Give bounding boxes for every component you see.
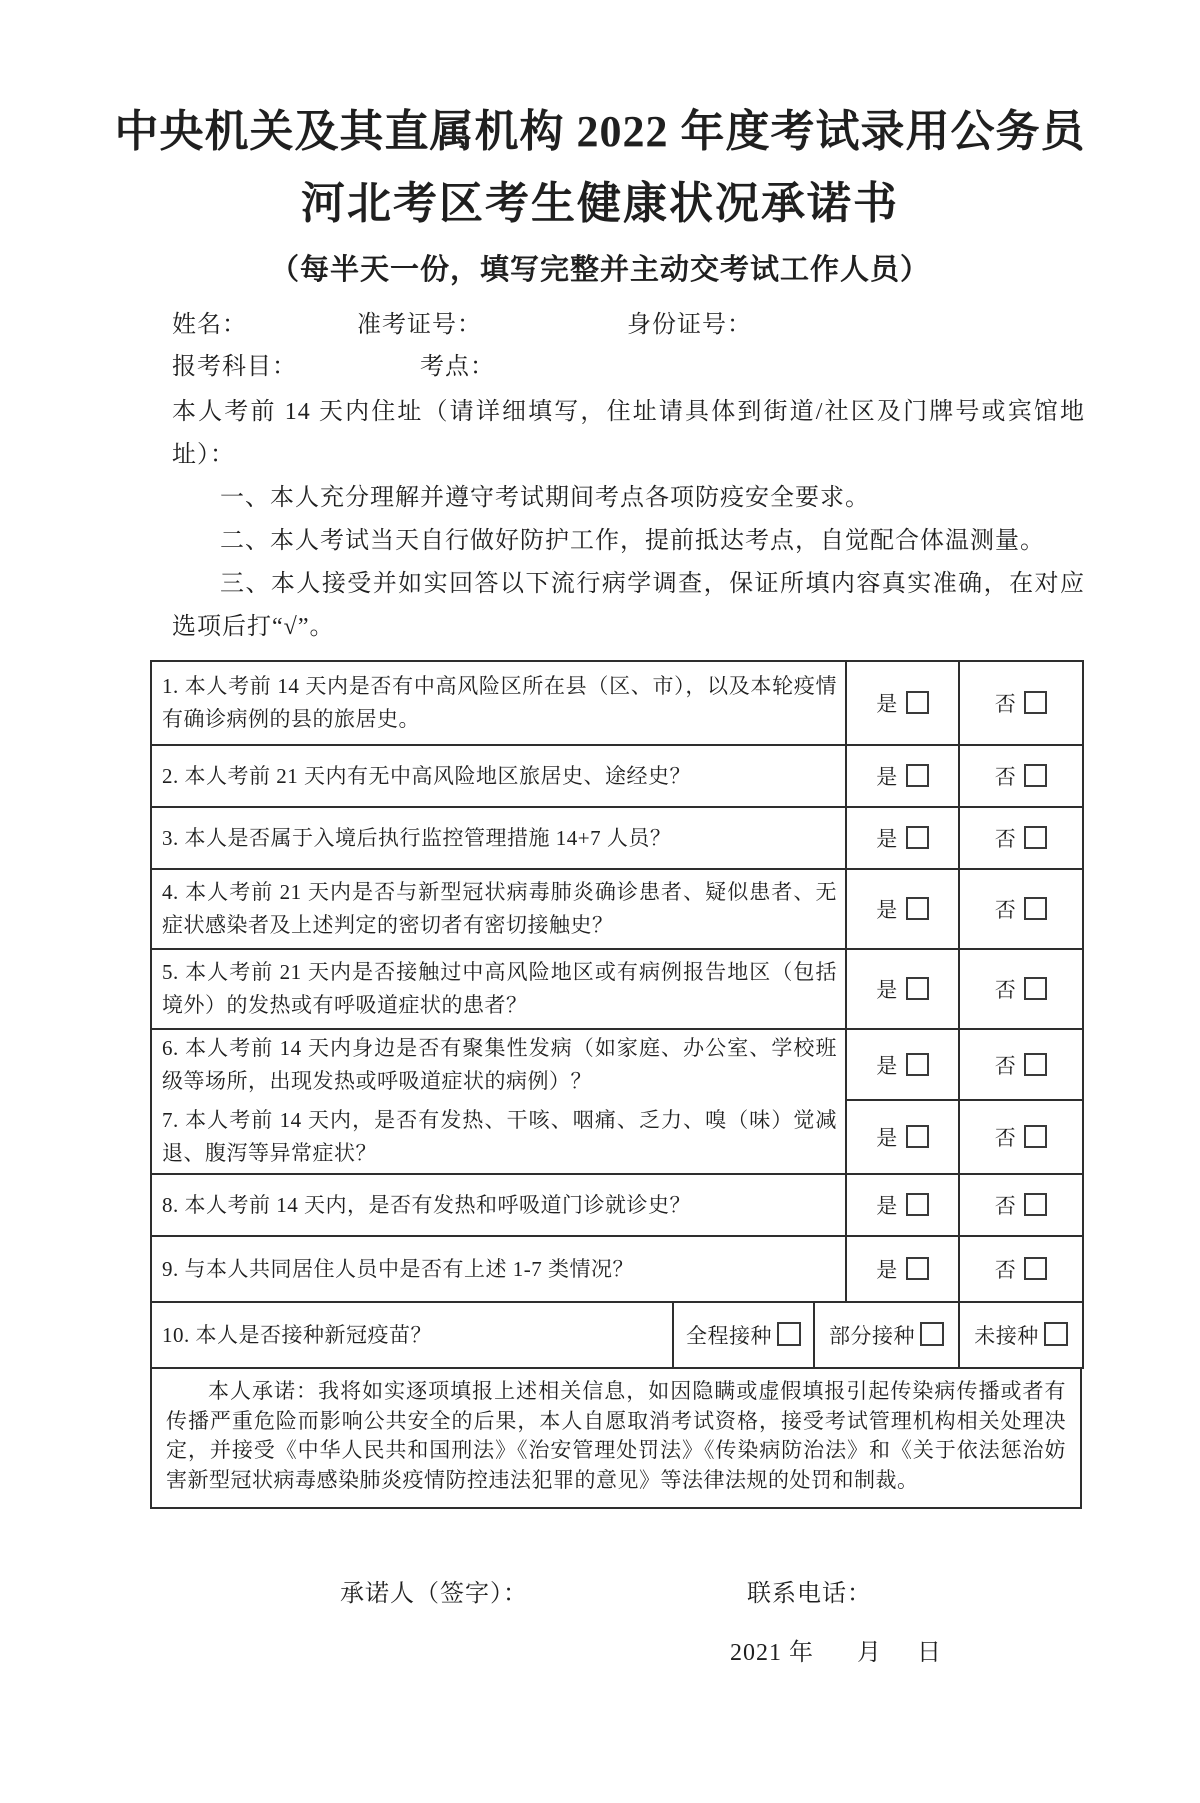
yes-checkbox[interactable] (906, 691, 929, 714)
survey-row-5 (151, 949, 1083, 1029)
commitment-table (150, 1367, 1082, 1509)
not-vaccinated-label: 未接种 (974, 1324, 1039, 1348)
name-field[interactable]: 姓名： (172, 312, 247, 338)
survey-row-6 (151, 1029, 1083, 1100)
epidemiology-survey (150, 660, 1082, 1509)
no-cell (959, 661, 1083, 745)
no-checkbox[interactable] (1024, 977, 1047, 1000)
vaccine-row-table (150, 1301, 1084, 1369)
no-checkbox[interactable] (1024, 1257, 1047, 1280)
question-text: 2. 本人考前 21 天内有无中高风险地区旅居史、途经史？ (151, 745, 846, 807)
survey-row-7 (151, 1100, 1083, 1174)
yes-checkbox[interactable] (906, 1125, 929, 1148)
no-checkbox[interactable] (1024, 1193, 1047, 1216)
no-cell (959, 1236, 1083, 1302)
fully-vaccinated-label: 全程接种 (686, 1324, 772, 1348)
date-day-label: 日 (917, 1640, 942, 1666)
fully-vaccinated-cell (673, 1302, 814, 1368)
yes-label: 是 (876, 898, 898, 922)
document-title-line1: 中央机关及其直属机构 2022 年度考试录用公务员 (114, 107, 1086, 156)
yes-checkbox[interactable] (906, 1257, 929, 1280)
yes-label: 是 (876, 1126, 898, 1150)
exam-subject-field[interactable]: 报考科目： (172, 354, 297, 380)
no-cell (959, 1174, 1083, 1236)
no-cell (959, 1100, 1083, 1174)
question-text: 1. 本人考前 14 天内是否有中高风险区所在县（区、市），以及本轮疫情有确诊病例的县的旅居史。 (151, 661, 846, 745)
survey-table (150, 660, 1084, 1303)
notice-paragraphs (172, 477, 1085, 649)
survey-row-8 (151, 1174, 1083, 1236)
survey-row-4 (151, 869, 1083, 949)
no-checkbox[interactable] (1024, 1125, 1047, 1148)
yes-checkbox[interactable] (906, 897, 929, 920)
no-cell (959, 949, 1083, 1029)
fully-vaccinated-checkbox[interactable] (777, 1322, 801, 1346)
no-checkbox[interactable] (1024, 826, 1047, 849)
survey-row-2 (151, 745, 1083, 807)
question-text: 5. 本人考前 21 天内是否接触过中高风险地区或有病例报告地区（包括境外）的发热或有呼吸道症状的患者？ (151, 949, 846, 1029)
no-label: 否 (994, 827, 1017, 851)
no-cell (959, 745, 1083, 807)
yes-label: 是 (876, 827, 898, 851)
contact-phone-field[interactable]: 联系电话： (747, 1581, 872, 1607)
no-cell (959, 869, 1083, 949)
yes-checkbox[interactable] (906, 977, 929, 1000)
document-subtitle: （每半天一份，填写完整并主动交考试工作人员） (269, 254, 930, 286)
yes-cell (846, 807, 959, 869)
notice-1: 一、本人充分理解并遵守考试期间考点各项防疫安全要求。 (220, 485, 870, 511)
address-field[interactable]: 本人考前 14 天内住址（请详细填写，住址请具体到街道/社区及门牌号或宾馆地址）： (172, 399, 1085, 468)
no-label: 否 (994, 765, 1017, 789)
no-label: 否 (994, 898, 1017, 922)
partially-vaccinated-cell (814, 1302, 959, 1368)
no-cell (959, 1029, 1083, 1100)
yes-label: 是 (876, 692, 898, 716)
not-vaccinated-checkbox[interactable] (1044, 1322, 1068, 1346)
yes-checkbox[interactable] (906, 764, 929, 787)
partially-vaccinated-checkbox[interactable] (920, 1322, 944, 1346)
yes-checkbox[interactable] (906, 1053, 929, 1076)
survey-row-1 (151, 661, 1083, 745)
yes-checkbox[interactable] (906, 826, 929, 849)
not-vaccinated-cell (959, 1302, 1083, 1368)
no-label: 否 (994, 692, 1017, 716)
survey-row-3 (151, 807, 1083, 869)
no-label: 否 (994, 1194, 1017, 1218)
survey-row-10 (151, 1302, 1083, 1368)
commitment-row (151, 1368, 1081, 1508)
no-checkbox[interactable] (1024, 897, 1047, 920)
notice-3: 三、本人接受并如实回答以下流行病学调查，保证所填内容真实准确，在对应选项后打“√”。 (172, 571, 1085, 640)
health-commitment-form (0, 106, 1200, 1803)
survey-row-9 (151, 1236, 1083, 1302)
question-text: 10. 本人是否接种新冠疫苗？ (151, 1302, 673, 1368)
question-text: 7. 本人考前 14 天内，是否有发热、干咳、咽痛、乏力、嗅（味）觉减退、腹泻等异常症状？ (151, 1100, 846, 1174)
no-label: 否 (994, 978, 1017, 1002)
ticket-number-field[interactable]: 准考证号： (357, 312, 482, 338)
question-text: 6. 本人考前 14 天内身边是否有聚集性发病（如家庭、办公室、学校班级等场所，出现发热或呼吸道症状的病例）？ (151, 1029, 846, 1100)
no-label: 否 (994, 1258, 1017, 1282)
question-text: 3. 本人是否属于入境后执行监控管理措施 14+7 人员？ (151, 807, 846, 869)
candidate-info-section (172, 308, 1085, 477)
exam-site-field[interactable]: 考点： (420, 354, 495, 380)
yes-cell (846, 869, 959, 949)
partially-vaccinated-label: 部分接种 (829, 1324, 915, 1348)
date-month-label: 月 (857, 1640, 882, 1666)
info-row-2 (172, 350, 1085, 384)
question-text: 8. 本人考前 14 天内，是否有发热和呼吸道门诊就诊史？ (151, 1174, 846, 1236)
no-checkbox[interactable] (1024, 1053, 1047, 1076)
no-label: 否 (994, 1053, 1017, 1078)
yes-cell (846, 1100, 959, 1174)
yes-cell (846, 1029, 959, 1100)
yes-cell (846, 949, 959, 1029)
yes-cell (846, 745, 959, 807)
yes-label: 是 (876, 978, 898, 1002)
yes-label: 是 (876, 765, 898, 789)
no-checkbox[interactable] (1024, 691, 1047, 714)
signer-signature-field[interactable]: 承诺人（签字）： (340, 1581, 528, 1607)
no-label: 否 (994, 1126, 1017, 1150)
commitment-text: 本人承诺：我将如实逐项填报上述相关信息，如因隐瞒或虚假填报引起传染病传播或者有传播严重危险而影响公共安全的后果，本人自愿取消考试资格，接受考试管理机构相关处理决定，并接受《中华人民共和国刑法》《治安管理处罚法》《传染病防治法》和《关于依法惩治妨害新型冠状病毒感染肺炎疫情防控违法犯罪的意见》等法律法规的处罚和制裁。 (151, 1368, 1081, 1508)
yes-cell (846, 661, 959, 745)
yes-label: 是 (876, 1194, 898, 1218)
id-number-field[interactable]: 身份证号： (627, 312, 752, 338)
date-year-label: 2021 年 (730, 1640, 814, 1666)
notice-2: 二、本人考试当天自行做好防护工作，提前抵达考点，自觉配合体温测量。 (220, 528, 1045, 554)
yes-label: 是 (876, 1053, 898, 1078)
no-cell (959, 807, 1083, 869)
info-row-1 (172, 308, 1085, 342)
yes-cell (846, 1174, 959, 1236)
document-title-line2: 河北考区考生健康状况承诺书 (301, 179, 899, 228)
yes-label: 是 (876, 1258, 898, 1282)
question-text: 9. 与本人共同居住人员中是否有上述 1-7 类情况？ (151, 1236, 846, 1302)
question-text: 4. 本人考前 21 天内是否与新型冠状病毒肺炎确诊患者、疑似患者、无症状感染者及上述判定的密切者有密切接触史？ (151, 869, 846, 949)
yes-cell (846, 1236, 959, 1302)
yes-checkbox[interactable] (906, 1193, 929, 1216)
no-checkbox[interactable] (1024, 764, 1047, 787)
